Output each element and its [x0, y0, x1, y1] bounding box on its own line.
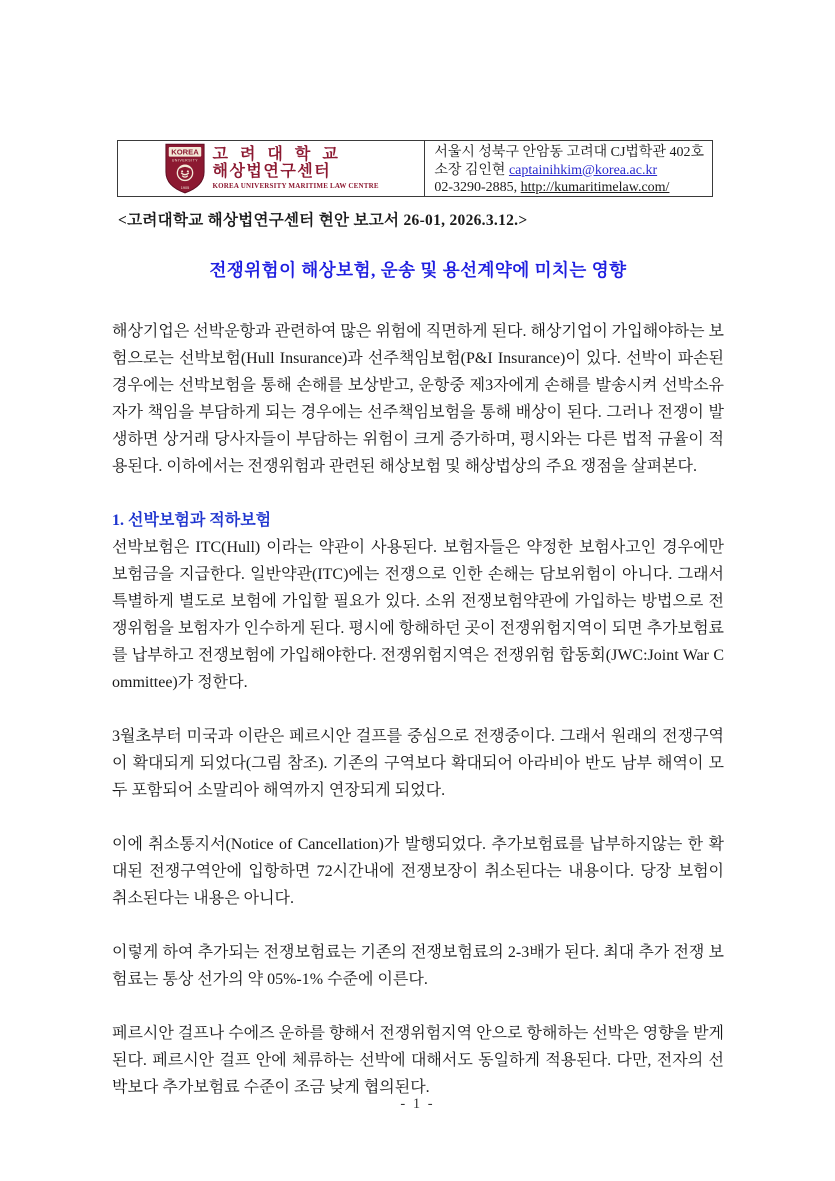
org-logo: [118, 141, 425, 196]
centre-name-korean: 해상법연구센터: [212, 162, 332, 180]
report-caption: <고려대학교 해상법연구센터 현안 보고서 26-01, 2026.3.12.>: [118, 212, 528, 229]
section-1-paragraph: 이에 취소통지서(Notice of Cancellation)가 발행되었다. 추가보험료를 납부하지않는 한 확대된 전쟁구역안에 입항하면 72시간내에 전쟁보장이 취소된다는 내용이다. 당장 보험이 취소된다는 내용은 아니다.: [112, 836, 724, 907]
university-name: 고 려 대 학 교: [212, 146, 342, 164]
university-crest-icon: [164, 143, 206, 195]
logo-text-block: [213, 147, 379, 190]
body-text: [112, 318, 724, 1101]
letterhead-box: [117, 140, 713, 197]
svg-text:UNIVERSITY: UNIVERSITY: [171, 157, 198, 162]
email-link[interactable]: captainihkim@korea.ac.kr: [508, 162, 658, 178]
phone-number: 02-3290-2885,: [434, 180, 518, 195]
phone-line: [434, 179, 704, 197]
document-content: [112, 140, 724, 1128]
svg-text:1905: 1905: [180, 185, 189, 190]
section-1-paragraph: 이렇게 하여 추가되는 전쟁보험료는 기존의 전쟁보험료의 2-3배가 된다. 최대 추가 전쟁 보험료는 통상 선가의 약 05%-1% 수준에 이른다.: [112, 944, 724, 988]
contact-info: [425, 141, 712, 196]
section-1-paragraph: 3월초부터 미국과 이란은 페르시안 걸프를 중심으로 전쟁중이다. 그래서 원래의 전쟁구역이 확대되게 되었다(그림 참조). 기존의 구역보다 확대되어 아라비아 반도 남부 해역이 모두 포함되어 소말리아 해역까지 연장되게 되었다.: [112, 728, 724, 799]
website-link[interactable]: http://kumaritimelaw.com/: [520, 180, 670, 195]
centre-name-english: KOREA UNIVERSITY MARITIME LAW CENTRE: [212, 181, 379, 190]
director-line: [434, 162, 704, 180]
address-line: 서울시 성북구 안암동 고려대 CJ법학관 402호: [434, 145, 704, 160]
section-1-heading: 1. 선박보험과 적하보험: [112, 512, 272, 529]
intro-paragraph: 해상기업은 선박운항과 관련하여 많은 위험에 직면하게 된다. 해상기업이 가입해야하는 보험으로는 선박보험(Hull Insurance)과 선주책임보험(P&I Insurance)이 있다. 선박이 파손된 경우에는 선박보험을 통해 손해를 보상받고, 운항중 제3자에게 손해를 발송시켜 선박소유자가 책임을 부담하게 되는 경우에는 선주책임보험을 통해 배상이 된다. 그러나 전쟁이 발생하면 상거래 당사자들이 부담하는 위험이 크게 증가하며, 평시와는 다른 법적 규율이 적용된다. 이하에서는 전쟁위험과 관련된 해상보험 및 해상법상의 주요 쟁점을 살펴본다.: [112, 323, 724, 475]
director-label: 소장 김인현: [434, 162, 506, 178]
svg-text:KOREA: KOREA: [170, 147, 199, 157]
document-title: 전쟁위험이 해상보험, 운송 및 용선계약에 미치는 영향: [209, 260, 627, 280]
section-1-paragraph: 페르시안 걸프나 수에즈 운하를 향해서 전쟁위험지역 안으로 항해하는 선박은 영향을 받게 된다. 페르시안 걸프 안에 체류하는 선박에 대해서도 동일하게 적용된다. 다만, 전자의 선박보다 추가보험료 수준이 조금 낮게 협의된다.: [112, 1025, 724, 1096]
section-1-paragraph: 선박보험은 ITC(Hull) 이라는 약관이 사용된다. 보험자들은 약정한 보험사고인 경우에만 보험금을 지급한다. 일반약관(ITC)에는 전쟁으로 인한 손해는 담보위험이 아니다. 그래서 특별하게 별도로 보험에 가입할 필요가 있다. 소위 전쟁보험약관에 가입하는 방법으로 전쟁위험을 보험자가 인수하게 된다. 평시에 항해하던 곳이 전쟁위험지역이 되면 추가보험료를 납부하고 전쟁보험에 가입해야한다. 전쟁위험지역은 전쟁위험 합동회(JWC:Joint War Committee)가 정한다.: [112, 539, 724, 691]
page-number: - 1 -: [400, 1096, 435, 1112]
